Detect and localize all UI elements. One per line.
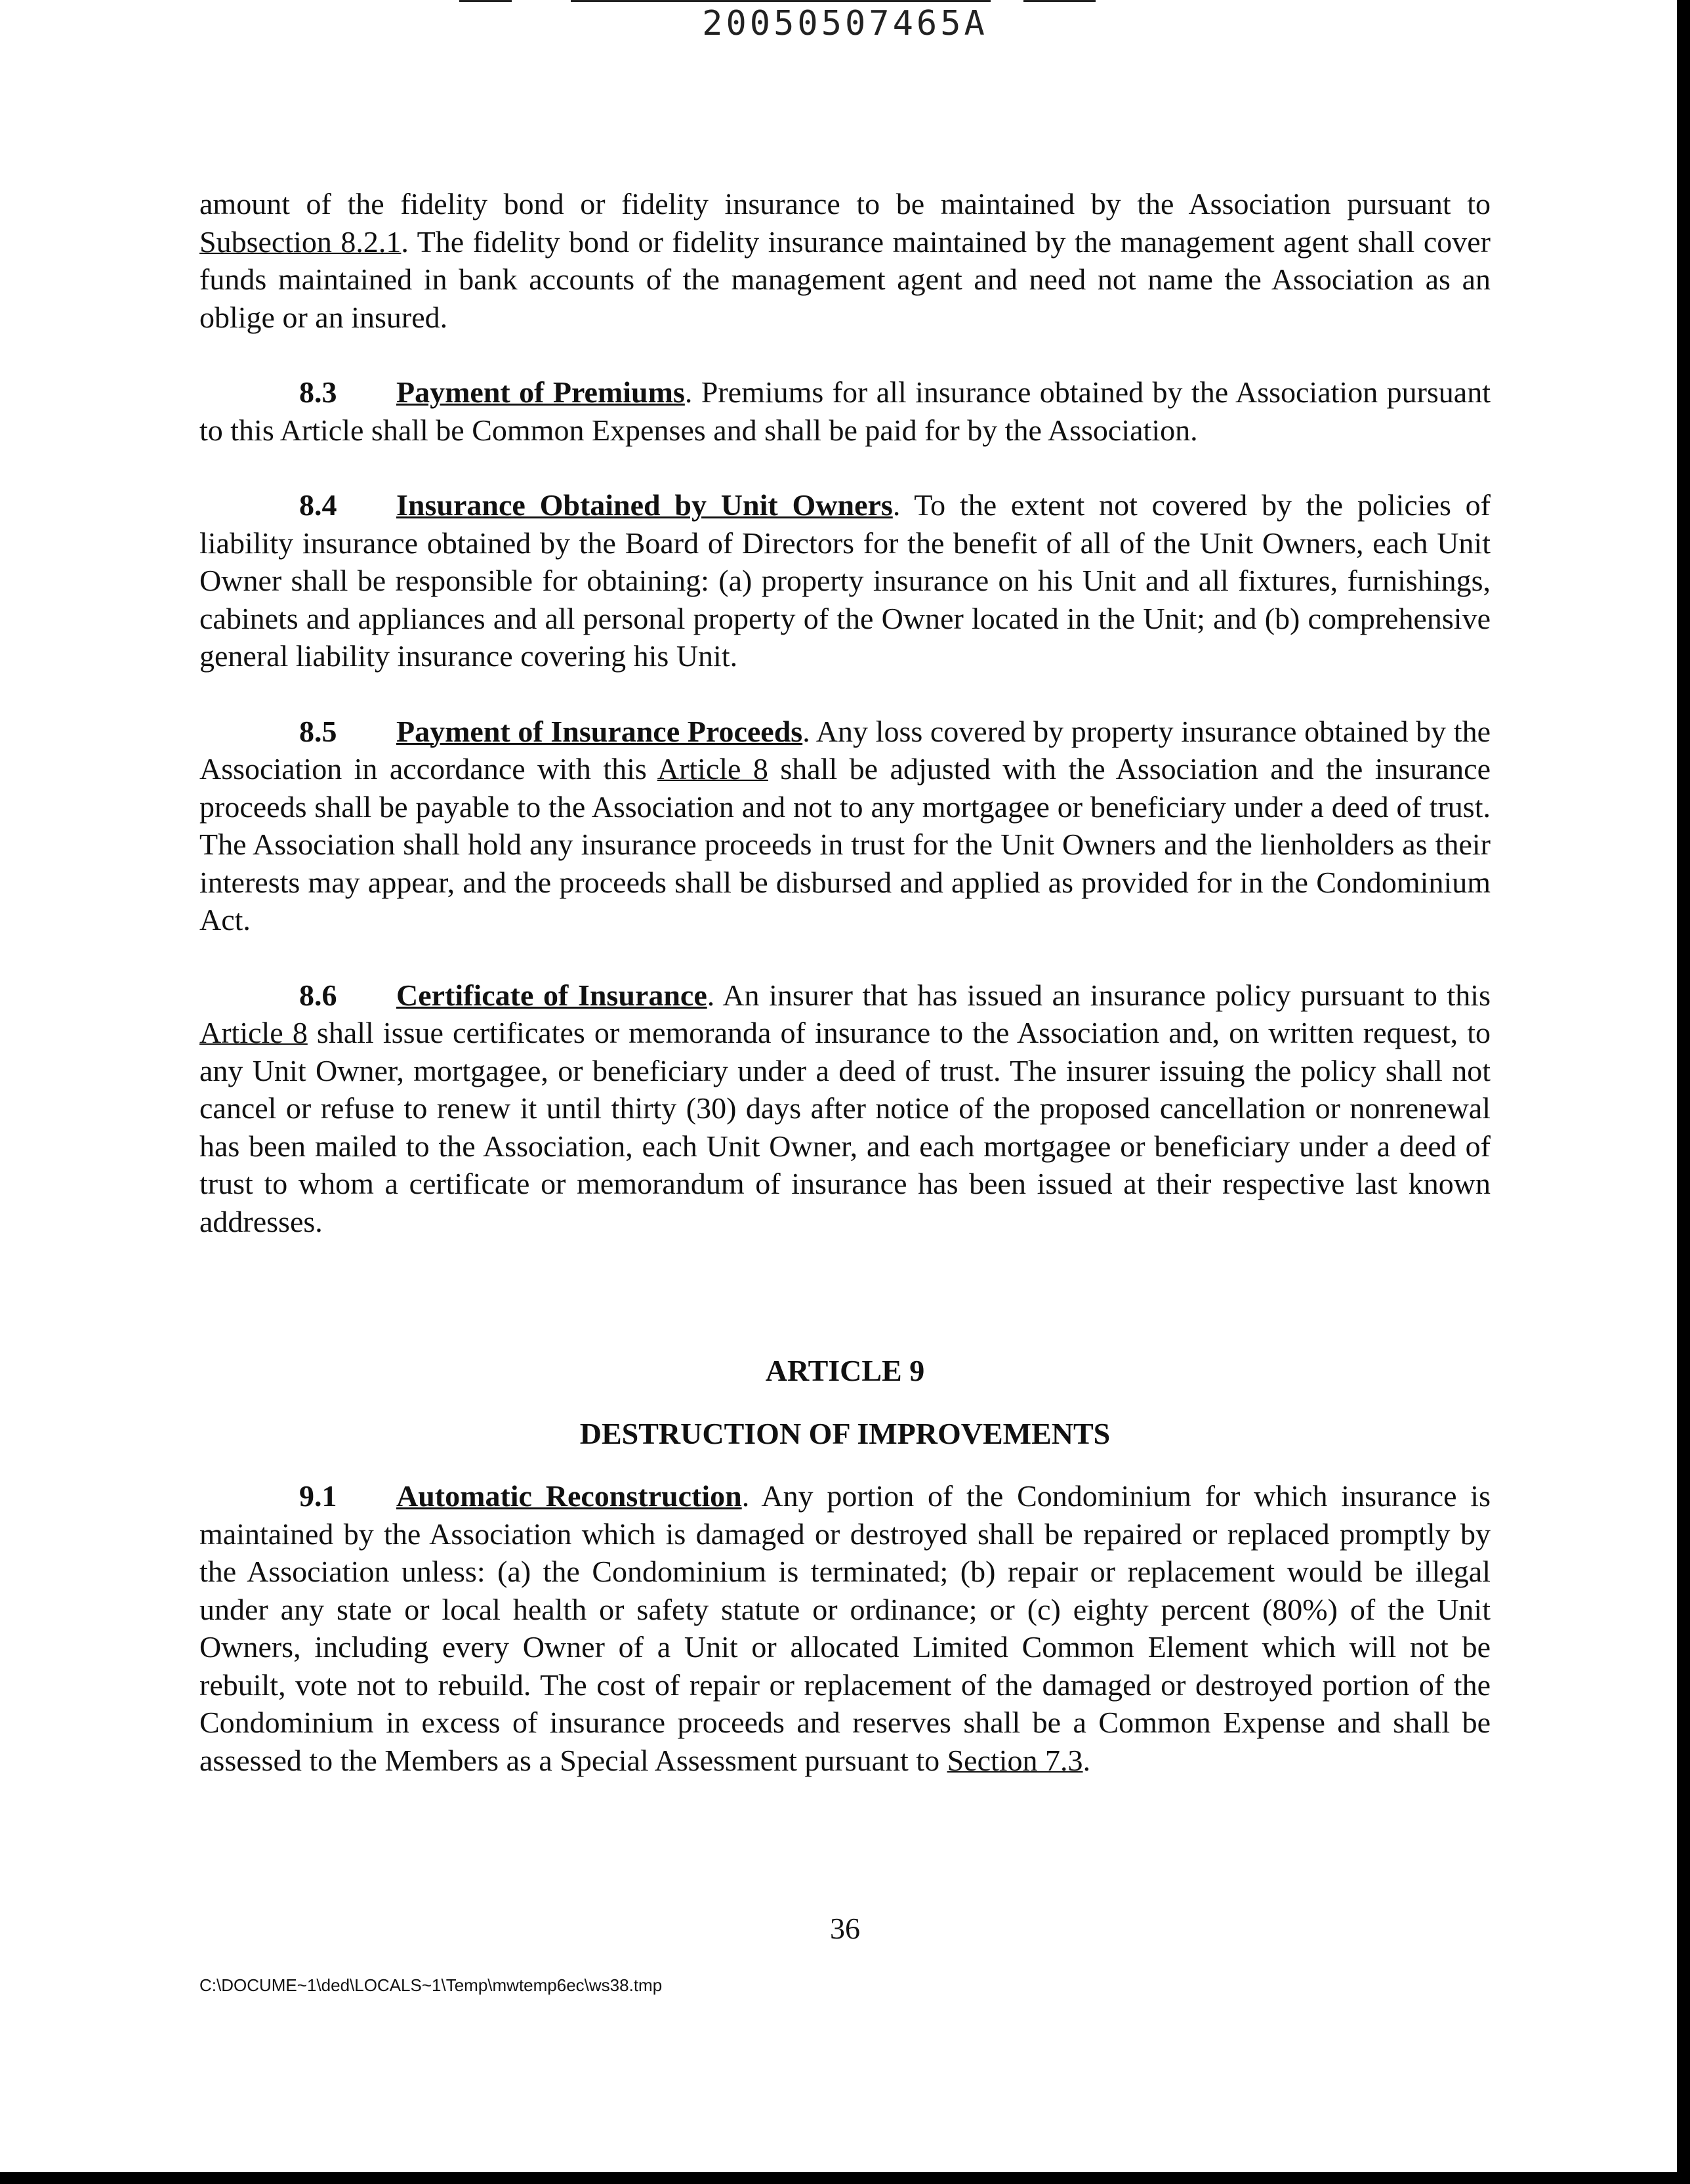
- section-body: . Premiums for all insurance obtained by the Association pursuant to this Article shall be Common Expenses and shall be paid for by the Association.: [199, 375, 1491, 447]
- section-8-5: [199, 713, 1491, 939]
- section-body: shall be adjusted with the Association and the insurance proceeds shall be payable to the Association and not to any mortgagee or beneficiary under a deed of trust. The Association shall hold any insurance proceeds in trust for the Unit Owners and the lienholders as their interests may appear, and the proceeds shall be disbursed and applied as provided for in the Condominium Act.: [199, 752, 1491, 936]
- section-number: 8.3: [299, 375, 337, 409]
- section-body: . To the extent not covered by the policies of liability insurance obtained by the Board of Directors for the benefit of all of the Unit Owners, each Unit Owner shall be responsible for obtaining: (a) property insurance on his Unit and all fixtures, furnishings, cabinets and appliances and all personal property of the Owner located in the Unit; and (b) comprehensive general liability insurance covering his Unit.: [199, 488, 1491, 673]
- file-path: C:\DOCUME~1\ded\LOCALS~1\Temp\mwtemp6ec\ws38.tmp: [199, 1975, 663, 1995]
- section-9-1: [199, 1477, 1491, 1779]
- section-title: Automatic Reconstruction: [396, 1479, 742, 1513]
- page-body: [199, 185, 1491, 1816]
- section-title: Payment of Premiums: [396, 375, 685, 409]
- article-subheading: DESTRUCTION OF IMPROVEMENTS: [579, 1416, 1111, 1450]
- section-body: . Any loss covered by property insurance obtained by the Association in accordance with this: [199, 714, 1491, 786]
- section-body: . Any portion of the Condominium for which insurance is maintained by the Association which is damaged or destroyed shall be repaired or replaced promptly by the Association unless: (a) the Condominium is terminated; (b) repair or replacement would be illegal under any state or local health or safety statute or ordinance; or (c) eighty percent (80%) of the Unit Owners, including every Owner of a Unit or allocated Limited Common Element which will not be rebuilt, vote not to rebuild. The cost of repair or replacement of the damaged or destroyed portion of the Condominium in excess of insurance proceeds and reserves shall be a Common Expense and shall be assessed to the Members as a Special Assessment pursuant to: [199, 1479, 1491, 1777]
- section-8-3: [199, 373, 1491, 449]
- section-number: 8.5: [299, 714, 337, 748]
- cross-reference: Article 8: [657, 752, 768, 786]
- paragraph-text: amount of the fidelity bond or fidelity insurance to be maintained by the Association pursuant to: [199, 187, 1491, 220]
- document-id: 20050507465A: [702, 4, 988, 43]
- scan-artifact-line: [459, 0, 512, 2]
- section-body: .: [1082, 1743, 1091, 1777]
- cross-reference: Subsection 8.2.1: [199, 224, 402, 259]
- section-8-4: [199, 486, 1491, 675]
- section-8-6: [199, 976, 1491, 1241]
- section-body: shall issue certificates or memoranda of insurance to the Association and, on written request, to any Unit Owner, mortgagee, or beneficiary under a deed of trust. The insurer issuing the policy shall not cancel or refuse to renew it until thirty (30) days after notice of the proposed cancellation or nonrenewal has been mailed to the Association, each Unit Owner, and each mortgagee or beneficiary under a deed of trust to whom a certificate or memorandum of insurance has been issued at their respective last known addresses.: [199, 1016, 1491, 1238]
- section-title: Certificate of Insurance: [396, 978, 707, 1012]
- article-heading: ARTICLE 9: [765, 1354, 925, 1387]
- page-number: 36: [830, 1912, 860, 1945]
- continued-paragraph: [199, 185, 1491, 336]
- section-body: . An insurer that has issued an insurance policy pursuant to this: [707, 978, 1491, 1012]
- scan-bottom-border: [0, 2172, 1690, 2184]
- section-number: 8.4: [299, 488, 337, 522]
- scan-artifact-line: [571, 0, 991, 2]
- paragraph-text: . The fidelity bond or fidelity insurance maintained by the management agent shall cover funds maintained in bank accounts of the management agent and need not name the Association as an oblige or an insured.: [199, 224, 1491, 334]
- section-title: Insurance Obtained by Unit Owners: [396, 488, 893, 522]
- cross-reference: Section 7.3: [947, 1743, 1083, 1777]
- scan-right-border: [1677, 0, 1690, 2184]
- scan-artifact-line: [1023, 0, 1096, 2]
- cross-reference: Article 8: [199, 1016, 308, 1049]
- section-title: Payment of Insurance Proceeds: [396, 714, 803, 748]
- section-number: 8.6: [299, 978, 337, 1012]
- section-number: 9.1: [299, 1479, 337, 1513]
